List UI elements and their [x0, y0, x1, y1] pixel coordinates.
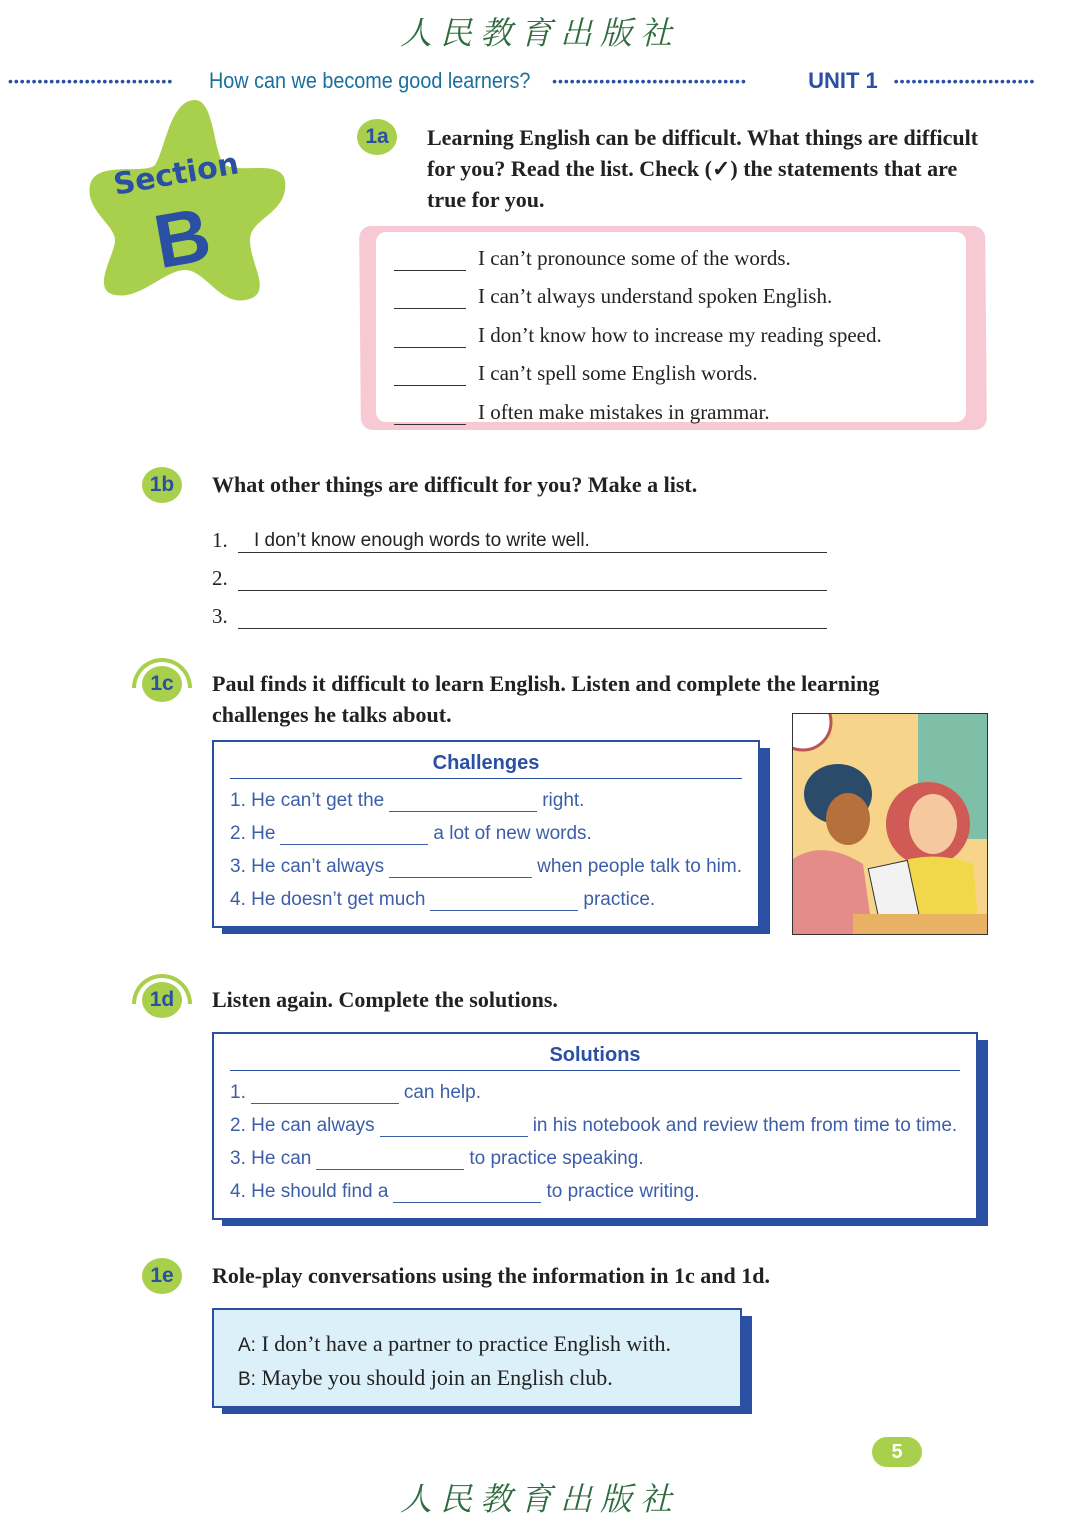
statement: I often make mistakes in grammar. [478, 399, 770, 424]
list-answer-field[interactable]: I don’t know enough words to write well. [238, 530, 827, 553]
statement: I can’t always understand spoken English. [478, 284, 833, 308]
list-answer-field[interactable] [238, 569, 827, 591]
challenges-title: Challenges [230, 752, 742, 779]
instruction-1c: Paul finds it difficult to learn English. Listen and complete the learning challenges he talks about. [212, 671, 880, 727]
item-text: 2. He [230, 823, 276, 844]
dotted-rule: •••••••••••••••••••••••••••• [8, 73, 174, 89]
unit-question: How can we become good learners? [209, 68, 531, 93]
list-1b [212, 515, 827, 629]
speaker-label: A: [238, 1335, 256, 1356]
item-text: to practice speaking. [469, 1148, 644, 1169]
list-number: 1. [212, 528, 228, 552]
illustration-students [792, 713, 988, 935]
statement: I don’t know how to increase my reading speed. [478, 322, 882, 347]
section-b-star [85, 95, 290, 305]
item-text: a lot of new words. [433, 823, 592, 844]
challenges-box [212, 740, 760, 928]
instruction-1d: Listen again. Complete the solutions. [212, 987, 558, 1012]
headphones-icon [132, 974, 192, 1004]
item-text: 4. He doesn’t get much [230, 889, 426, 910]
page-number: 5 [872, 1437, 922, 1467]
check-blank[interactable] [394, 287, 466, 309]
list-answer-field[interactable] [238, 607, 827, 629]
unit-label: UNIT 1 [808, 68, 878, 93]
exercise-badge-1d: 1d [142, 982, 182, 1018]
check-blank[interactable] [394, 326, 466, 348]
dotted-rule: ••••••••••••••••••••••••••••••••• [552, 73, 747, 89]
answer-blank[interactable] [389, 794, 537, 812]
answer-blank[interactable] [280, 827, 428, 845]
unit-header [8, 66, 1080, 96]
headphones-icon [132, 658, 192, 688]
speaker-label: B: [238, 1369, 256, 1390]
exercise-badge-1e: 1e [142, 1258, 182, 1294]
dialog-line: Maybe you should join an English club. [261, 1365, 613, 1390]
answer-blank[interactable] [389, 860, 532, 878]
section-letter: B [148, 191, 217, 286]
exercise-badge-1b: 1b [142, 467, 182, 503]
answer-blank[interactable] [251, 1086, 399, 1104]
answer-blank[interactable] [380, 1119, 528, 1137]
check-blank[interactable] [394, 249, 466, 271]
answer-blank[interactable] [316, 1152, 464, 1170]
solutions-title: Solutions [230, 1044, 960, 1071]
list-number: 3. [212, 604, 228, 628]
item-text: 3. He can’t always [230, 856, 385, 877]
publisher-logo: 人民教育出版社 [399, 14, 680, 52]
publisher-logo-footer: 人民教育出版社 [399, 1480, 680, 1518]
item-text: to practice writing. [546, 1181, 700, 1202]
item-text: 2. He can always [230, 1115, 375, 1136]
instruction-1a: Learning English can be difficult. What things are difficult for you? Read the list. Check (✓) the statements that are true for you. [427, 125, 979, 212]
dialog-box [212, 1308, 742, 1408]
statement: I can’t pronounce some of the words. [478, 245, 791, 270]
list-number: 2. [212, 566, 228, 590]
dotted-rule: •••••••••••••••••••••••• [893, 73, 1036, 89]
check-blank[interactable] [394, 403, 466, 425]
exercise-badge-1a: 1a [357, 119, 397, 155]
item-text: 1. [230, 1082, 246, 1103]
section-word: Section [110, 146, 242, 203]
checklist [376, 232, 966, 422]
item-text: 4. He should find a [230, 1181, 389, 1202]
item-text: practice. [583, 889, 656, 910]
answer-blank[interactable] [430, 893, 578, 911]
item-text: can help. [403, 1082, 481, 1103]
instruction-1b: What other things are difficult for you? Make a list. [212, 472, 698, 497]
dialog-line: I don’t have a partner to practice English with. [261, 1331, 671, 1356]
item-text: in his notebook and review them from time to time. [532, 1115, 958, 1136]
exercise-badge-1c: 1c [142, 666, 182, 702]
item-text: when people talk to him. [537, 856, 742, 877]
students-illustration-icon [793, 714, 988, 935]
answer-blank[interactable] [393, 1185, 541, 1203]
item-text: 3. He can [230, 1148, 312, 1169]
check-blank[interactable] [394, 364, 466, 386]
solutions-box [212, 1032, 978, 1220]
statement: I can’t spell some English words. [478, 361, 758, 385]
item-text: right. [542, 790, 585, 811]
item-text: 1. He can’t get the [230, 790, 385, 811]
instruction-1e: Role-play conversations using the information in 1c and 1d. [212, 1263, 770, 1288]
